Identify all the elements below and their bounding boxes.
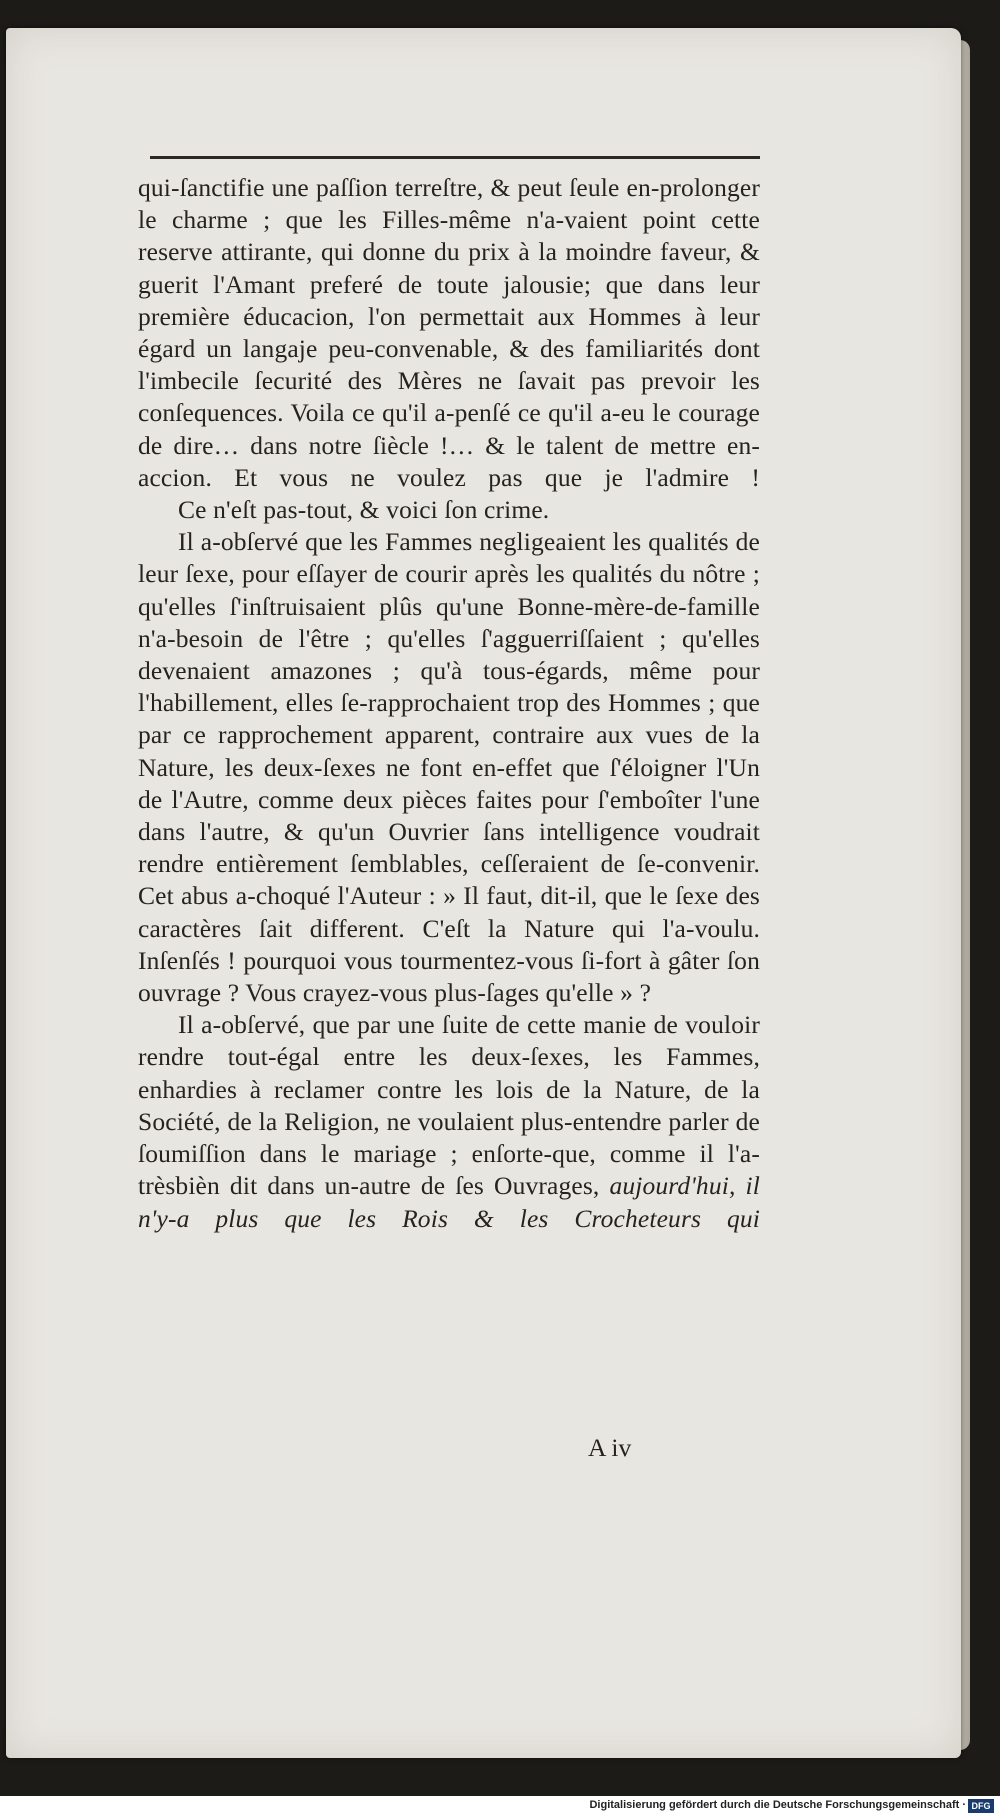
paragraph-4-italic-text: aujourd'hui, il n'y-a plus que les Rois & les Crocheteurs qui — [138, 1171, 760, 1233]
paragraph — [138, 172, 760, 494]
paragraph-1-text: qui-ſanctifie une paſſion terreſtre, & peut ſeule en-prolonger le charme ; que les Filles-même n'a-vaient point cette reserve attirante, qui donne du prix à la moindre faveur, & guerit l'Amant preferé de toute jalousie; que dans leur première éducacion, l'on permettait aux Hommes à leur égard un langaje peu-convenable, & des familiarités dont l'imbecile ſecurité des Mères ne ſavait pas prevoir les conſequences. Voila ce qu'il a-penſé ce qu'il a-eu le courage de dire… dans notre ſiècle !… & le talent de mettre en-accion. Et vous ne voulez pas que je l'admire ! — [138, 173, 760, 492]
paragraph-2-text: Ce n'eſt pas-tout, & voici ſon crime. — [178, 495, 550, 525]
paragraph-4-text: Il a-obſervé, que par une ſuite de cette manie de vouloir rendre tout-égal entre les deux-ſexes, les Fammes, enhardies à reclamer contre les lois de la Nature, de la Société, de la Religion, ne voulaient plus-entendre parler de ſoumiſſion dans le mariage ; enſorte-que, comme il l'a-trèsbièn dit dans un-autre de ſes Ouvrages, — [138, 1010, 760, 1201]
dfg-logo: DFG — [968, 1799, 994, 1813]
paragraph — [138, 1009, 760, 1234]
paragraph — [138, 494, 760, 526]
paragraph-3-text: Il a-obſervé que les Fammes negligeaient les qualités de leur ſexe, pour eſſayer de courir après les qualités du nôtre ; qu'elles ſ'inſtruisaient plûs qu'une Bonne-mère-de-famille n'a-besoin de l'être ; qu'elles ſ'agguerriſſaient ; qu'elles devenaient amazones ; qu'à tous-égards, même pour l'habillement, elles ſe-rapprochaient trop des Hommes ; que par ce rapprochement apparent, contraire aux vues de la Nature, les deux-ſexes ne font en-effet que ſ'éloigner l'Un de l'Autre, comme deux pièces faites pour ſ'emboîter l'une dans l'autre, & qu'un Ouvrier ſans intelligence voudrait rendre entièrement ſemblables, ceſſeraient de ſe-convenir. Cet abus a-choqué l'Auteur : » Il faut, dit-il, que le ſexe des caractères ſait different. C'eſt la Nature qui l'a-voulu. Inſenſés ! pourquoi vous tourmentez-vous ſi-fort à gâter ſon ouvrage ? Vous crayez-vous plus-ſages qu'elle » ? — [138, 527, 760, 1008]
header-rule — [150, 156, 760, 159]
footer-credit: Digitalisierung gefördert durch die Deutsche Forschungsgemeinschaft · — [589, 1799, 966, 1811]
body-text — [138, 172, 760, 1235]
paragraph — [138, 526, 760, 1009]
signature-mark: A iv — [588, 1433, 632, 1462]
